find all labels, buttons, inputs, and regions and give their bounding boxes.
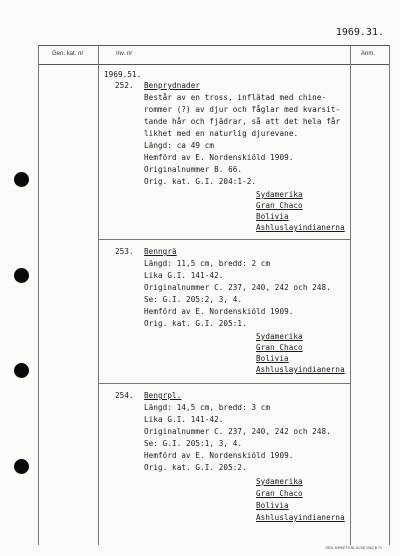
page-number: 1969.31. xyxy=(335,27,384,38)
punch-hole xyxy=(14,363,29,378)
column-header-anm: Anm. xyxy=(361,51,376,57)
detail-line: Se: G.I. 205:1, 3, 4. xyxy=(144,439,243,448)
detail-line: Orig. kat. G.I. 205:2. xyxy=(144,463,247,472)
region-line: Sydamerika xyxy=(256,190,303,199)
print-footer: GRA. KIRKETS NL KLSE 1962 B 71 xyxy=(325,546,382,550)
column-header-inv: Inv. nr xyxy=(116,51,133,57)
punch-hole xyxy=(14,172,29,187)
detail-line: Lika G.I. 141-42. xyxy=(144,271,224,280)
detail-line: Hemförd av E. Nordenskiöld 1909. xyxy=(144,307,294,316)
detail-line: Hemförd av E. Nordenskiöld 1909. xyxy=(144,153,294,162)
entry-separator xyxy=(98,383,350,384)
region-line: Gran Chaco xyxy=(256,489,303,498)
region-line: Ashluslayindianerna xyxy=(256,365,345,374)
column-divider xyxy=(98,45,99,545)
detail-line: Orig. kat. G.I. 204:1-2. xyxy=(144,177,257,186)
detail-line: Originalnummer B. 66. xyxy=(144,165,243,174)
detail-line: Lika G.I. 141-42. xyxy=(144,415,224,424)
entry-separator xyxy=(98,239,350,240)
detail-line: Originalnummer C. 237, 240, 242 och 248. xyxy=(144,283,331,292)
detail-line: Originalnummer C. 237, 240, 242 och 248. xyxy=(144,427,331,436)
description-line: rommer (?) av djur och fåglar med kvarsit- xyxy=(144,105,341,114)
entry-title: Bengrpl. xyxy=(144,391,182,400)
detail-line: Hemförd av E. Nordenskiöld 1909. xyxy=(144,451,294,460)
entry-title: Benngrä xyxy=(144,247,177,256)
region-line: Bolivia xyxy=(256,212,289,221)
detail-line: Orig. kat. G.I. 205:1. xyxy=(144,319,247,328)
column-divider xyxy=(38,45,39,545)
column-header-gen: Gen. kat. nr xyxy=(52,51,84,57)
region-line: Gran Chaco xyxy=(256,343,303,352)
entry-number: 252. xyxy=(115,81,134,90)
header-rule-top xyxy=(38,45,390,46)
description-line: Består av en tross, inflätad med chine- xyxy=(144,93,327,102)
region-line: Ashluslayindianerna xyxy=(256,223,345,232)
region-line: Sydamerika xyxy=(256,332,303,341)
header-rule-bottom xyxy=(38,64,390,65)
column-divider xyxy=(389,45,390,545)
column-divider xyxy=(350,45,351,545)
entry-number: 253. xyxy=(115,247,134,256)
region-line: Bolivia xyxy=(256,354,289,363)
length-line: Längd: 14,5 cm, bredd: 3 cm xyxy=(144,403,271,412)
region-line: Gran Chaco xyxy=(256,201,303,210)
entry-number: 254. xyxy=(115,391,134,400)
length-line: Längd: ca 49 cm xyxy=(144,141,215,150)
description-line: likhet med en naturlig djurevane. xyxy=(144,129,299,138)
punch-hole xyxy=(14,268,29,283)
entry-title: Benprydnader xyxy=(144,81,201,90)
region-line: Sydamerika xyxy=(256,477,303,486)
detail-line: Se: G.I. 205:2, 3, 4. xyxy=(144,295,243,304)
region-line: Bolivia xyxy=(256,501,289,510)
region-line: Ashluslayindianerna xyxy=(256,513,345,522)
description-line: tande hår och fjädrar, så att det hela får xyxy=(144,117,341,126)
punch-hole xyxy=(14,459,29,474)
year-label: 1969.51. xyxy=(104,70,142,79)
length-line: Längd: 11,5 cm, bredd: 2 cm xyxy=(144,259,271,268)
